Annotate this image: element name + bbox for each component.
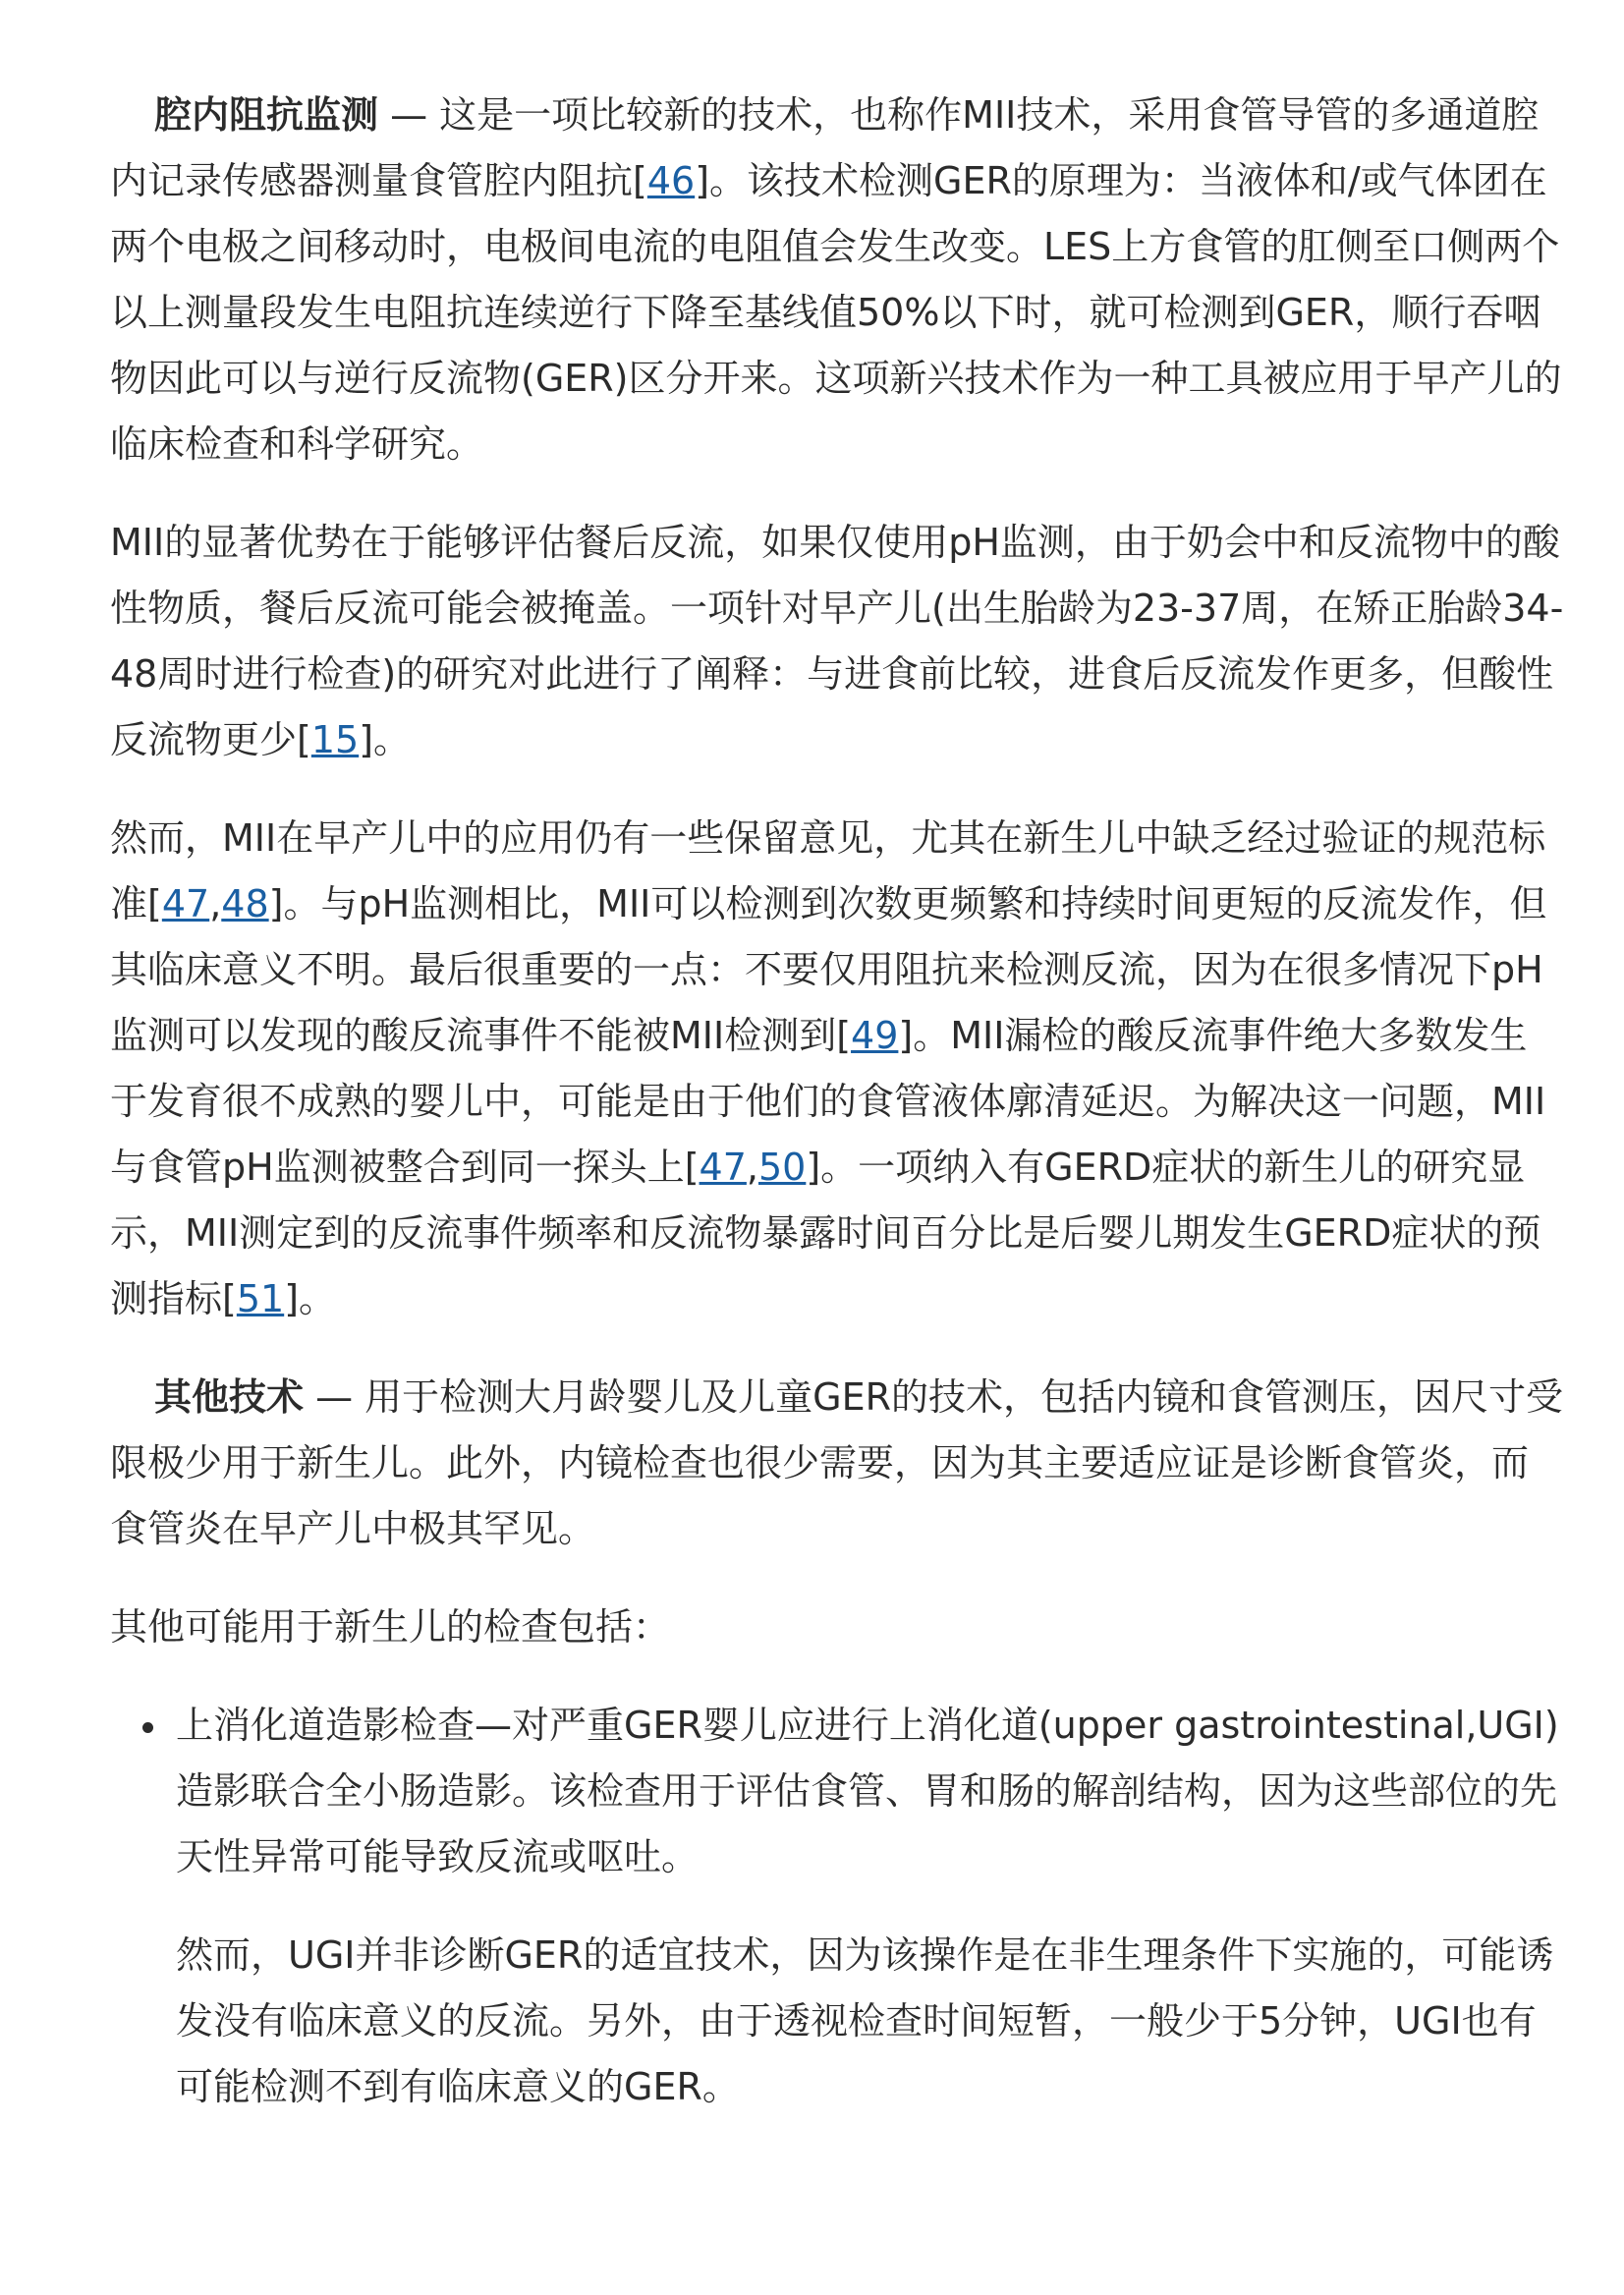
paragraph-text: ]。该技术检测GER的原理为：当液体和/或气体团在两个电极之间移动时，电极间电流的电阻值会发生改变。LES上方食管的肛侧至口侧两个以上测量段发生电阻抗连续逆行下降至基线值50%以下时，就可检测到GER，顺行吞咽物因此可以与逆行反流物(GER)区分开来。这项新兴技术作为一种工具被应用于早产儿的临床检查和科学研究。 (110, 159, 1562, 466)
paragraph-text: ]。 (359, 718, 412, 761)
paragraph-text: 然而，MII在早产儿中的应用仍有一些保留意见，尤其在新生儿中缺乏经过验证的规范标准[ (110, 816, 1546, 925)
reference-separator: , (209, 882, 222, 925)
reference-link[interactable]: 47 (699, 1146, 747, 1189)
paragraph-text: ]。与pH监测相比，MII可以检测到次数更频繁和持续时间更短的反流发作，但其临床意义不明。最后很重要的一点：不要仅用阻抗来检测反流，因为在很多情况下pH监测可以发现的酸反流事件不能被MII检测到[ (110, 882, 1547, 1057)
reference-link[interactable]: 48 (221, 882, 269, 925)
tests-list (110, 1693, 1564, 1890)
reference-separator: , (746, 1146, 758, 1189)
paragraph-text: MII的显著优势在于能够评估餐后反流，如果仅使用pH监测，由于奶会中和反流物中的酸性物质，餐后反流可能会被掩盖。一项针对早产儿(出生胎龄为23-37周，在矫正胎龄34-48周时进行检查)的研究对此进行了阐释：与进食前比较，进食后反流发作更多，但酸性反流物更少[ (110, 521, 1564, 761)
reference-link[interactable]: 51 (236, 1277, 285, 1320)
article-content (110, 83, 1564, 2153)
reference-link[interactable]: 49 (851, 1014, 899, 1057)
reference-link[interactable]: 46 (646, 159, 696, 202)
reference-link[interactable]: 50 (757, 1146, 807, 1189)
paragraph-mii-advantage (110, 510, 1564, 773)
paragraph-mii-limitations (110, 806, 1564, 1332)
list-item-subparagraph: 然而，UGI并非诊断GER的适宜技术，因为该操作是在非生理条件下实施的，可能诱发没有临床意义的反流。另外，由于透视检查时间短暂，一般少于5分钟，UGI也有可能检测不到有临床意义的GER。 (176, 1933, 1554, 2108)
paragraph-other-tests-intro (110, 1595, 1564, 1660)
section-heading-other: 其他技术 (154, 1375, 305, 1419)
bullet-dot-icon (142, 1722, 153, 1733)
reference-link[interactable]: 15 (310, 718, 360, 761)
paragraph-text: ]。 (284, 1277, 337, 1320)
list-item-text: 上消化道造影检查—对严重GER婴儿应进行上消化道(upper gastrointestinal,UGI)造影联合全小肠造影。该检查用于评估食管、胃和肠的解剖结构，因为这些部位的先天性异常可能导致反流或呕吐。 (176, 1704, 1559, 1878)
paragraph-text: ]。MII漏检的酸反流事件绝大多数发生于发育很不成熟的婴儿中，可能是由于他们的食管液体廓清延迟。为解决这一问题，MII与食管pH监测被整合到同一探头上[ (110, 1014, 1546, 1189)
paragraph-other-techniques (110, 1365, 1564, 1562)
paragraph-text: — 这是一项比较新的技术，也称作MII技术，采用食管导管的多通道腔内记录传感器测量食管腔内阻抗[ (110, 93, 1540, 202)
paragraph-mii (110, 83, 1564, 477)
section-heading-mii: 腔内阻抗监测 (154, 93, 379, 137)
paragraph-text: ]。一项纳入有GERD症状的新生儿的研究显示，MII测定到的反流事件频率和反流物暴露时间百分比是后婴儿期发生GERD症状的预测指标[ (110, 1146, 1541, 1320)
reference-link[interactable]: 47 (161, 882, 210, 925)
list-item (110, 1693, 1564, 1890)
paragraph-text: 其他可能用于新生儿的检查包括： (110, 1605, 671, 1649)
paragraph-text: — 用于检测大月龄婴儿及儿童GER的技术，包括内镜和食管测压，因尺寸受限极少用于新生儿。此外，内镜检查也很少需要，因为其主要适应证是诊断食管炎，而食管炎在早产儿中极其罕见。 (110, 1375, 1564, 1550)
